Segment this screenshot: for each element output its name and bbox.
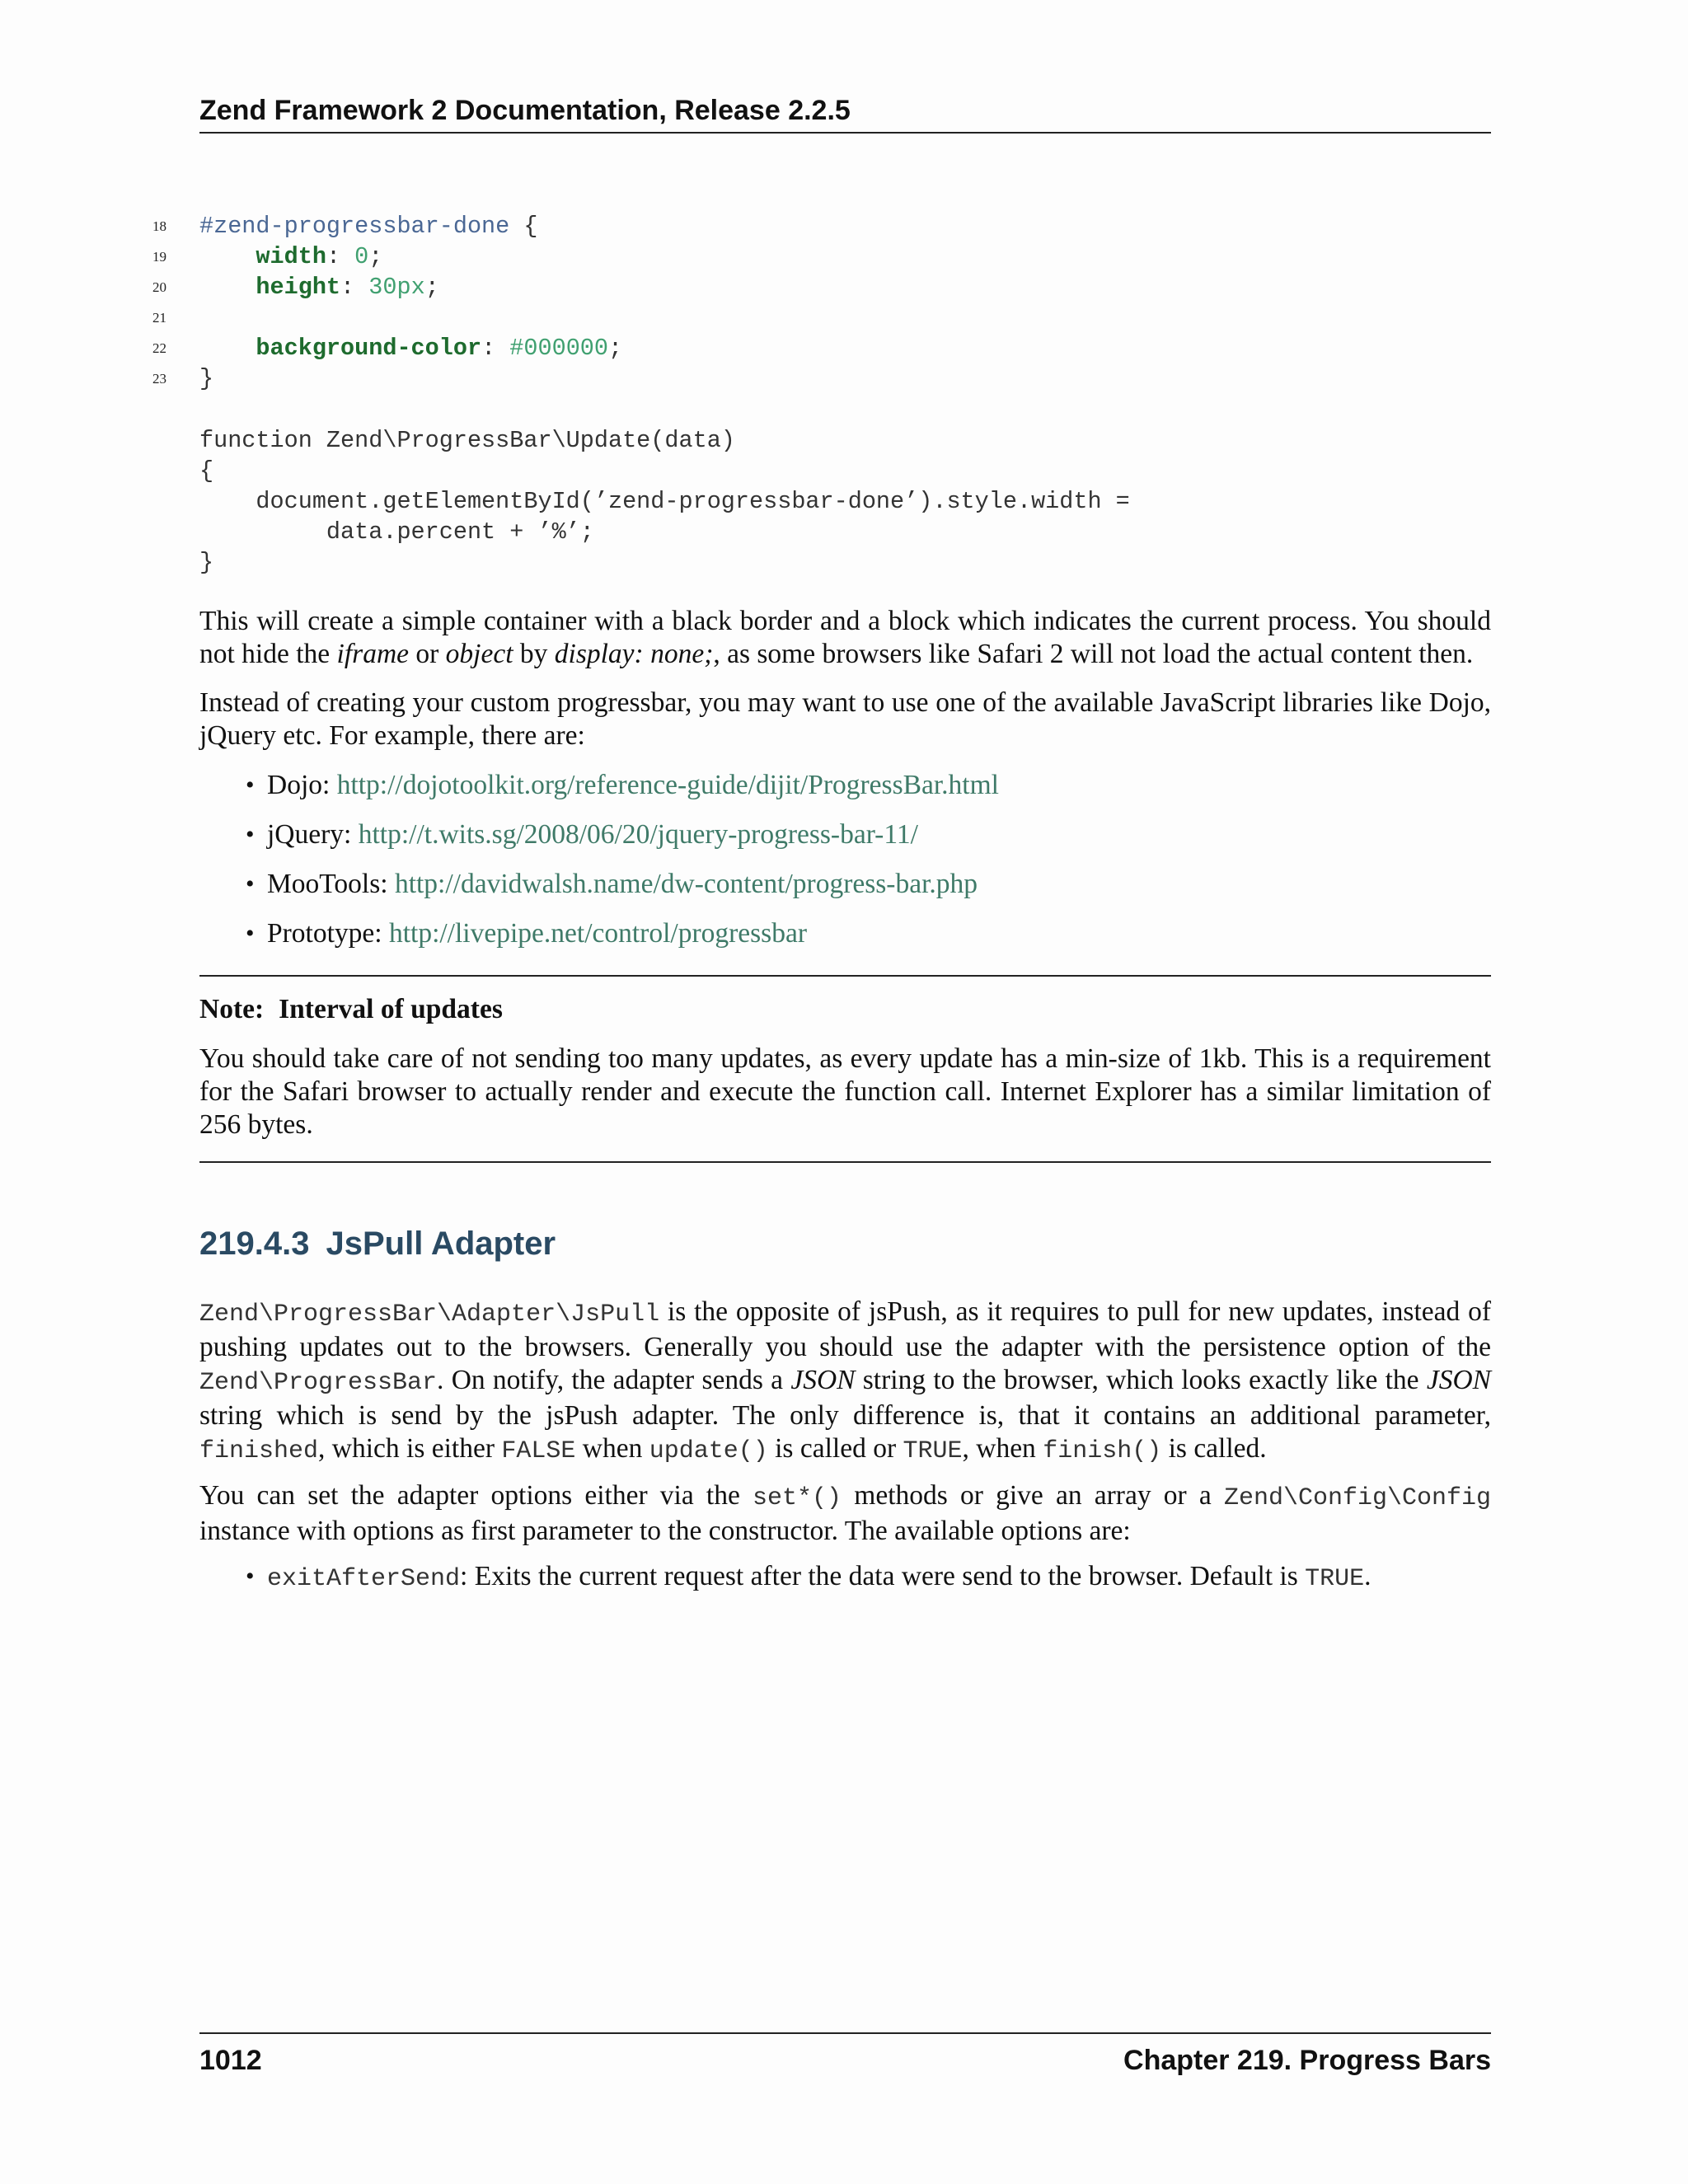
paragraph: Instead of creating your custom progressbar, you may want to use one of the available JavaScript libraries like Dojo, jQuery etc. For example, there are: (199, 687, 1491, 751)
code-line: document.getElementById(’zend-progressbar-done’).style.width = (199, 488, 1130, 515)
js-code-block (199, 425, 1485, 578)
note-body: You should take care of not sending too many updates, as every update has a min-size of 1kb. This is a requirement for the Safari browser to actually render and execute the function call. Internet Explorer has a similar limitation of 256 bytes. (199, 1043, 1491, 1140)
chapter-title: Chapter 219. Progress Bars (1123, 2045, 1491, 2076)
css-selector: #zend-progressbar-done (199, 213, 510, 240)
paragraph: Zend\ProgressBar\Adapter\JsPull is the opposite of jsPush, as it requires to pull for new updates, instead of pushing updates out to the browsers. Generally you should use the adapter with the persistence option of the Zend\ProgressBar. On notify, the adapter sends a JSON string to the browser, which looks exactly like the JSON string which is send by the jsPush adapter. The only difference is, that it contains an additional parameter, finished, which is either FALSE when update() is called or TRUE, when finish() is called. (199, 1296, 1491, 1465)
code-line: 23 } (0, 363, 1500, 394)
css-value: 0 (354, 243, 369, 270)
css-code-block (0, 211, 1500, 394)
code-line (0, 302, 1500, 333)
css-value: #000000 (509, 335, 609, 362)
css-value: 30px (368, 274, 425, 301)
jquery-link[interactable]: http://t.wits.sg/2008/06/20/jquery-progress-bar-11/ (358, 819, 918, 850)
section-heading: 219.4.3 JsPull Adapter (199, 1226, 556, 1262)
line-number: 23 (152, 371, 166, 387)
code-line: 19 width: 0; (0, 241, 1500, 272)
mootools-link[interactable]: http://davidwalsh.name/dw-content/progress-bar.php (394, 869, 978, 899)
code-line: 20 height: 30px; (0, 272, 1500, 302)
line-number: 22 (152, 340, 166, 356)
css-property: width (256, 243, 326, 270)
page-number: 1012 (199, 2045, 262, 2076)
paragraph: This will create a simple container with a black border and a block which indicates the current process. You should not hide the iframe or object by display: none;, as some browsers like Safari 2 will not load the actual content then. (199, 606, 1491, 669)
library-list (199, 769, 1491, 967)
code-line: data.percent + ’%’; (199, 518, 594, 546)
note-box (199, 975, 1491, 1163)
line-number: 19 (152, 249, 166, 265)
css-property: height (256, 274, 341, 301)
prototype-link[interactable]: http://livepipe.net/control/progressbar (388, 918, 807, 949)
list-item: • MooTools: http://davidwalsh.name/dw-content/progress-bar.php (246, 869, 978, 899)
code-line: { (199, 457, 214, 485)
running-footer (199, 2032, 1491, 2076)
paragraph: You can set the adapter options either via the set*() methods or give an array or a Zend\Config\Config instance with options as first parameter to the constructor. The available options are: (199, 1480, 1491, 1546)
running-header (199, 92, 1491, 134)
list-item: • jQuery: http://t.wits.sg/2008/06/20/jquery-progress-bar-11/ (246, 819, 918, 850)
options-list (199, 1560, 1491, 1610)
list-item: • Prototype: http://livepipe.net/control/progressbar (246, 918, 807, 949)
line-number: 20 (152, 279, 166, 295)
header-title: Zend Framework 2 Documentation, Release 2.2.5 (199, 95, 851, 126)
note-title: Note: Interval of updates (199, 994, 503, 1024)
list-item: • exitAfterSend: Exits the current request after the data were send to the browser. Default is TRUE. (246, 1561, 1372, 1593)
list-item: • Dojo: http://dojotoolkit.org/reference-guide/dijit/ProgressBar.html (246, 770, 999, 800)
code-line: function Zend\ProgressBar\Update(data) (199, 427, 735, 454)
code-line: 22 background-color: #000000; (0, 333, 1500, 363)
line-number: 21 (152, 310, 166, 326)
line-number: 18 (152, 218, 166, 234)
code-line: } (199, 549, 214, 576)
code-line: 18 #zend-progressbar-done { (0, 211, 1500, 241)
css-property: background-color (256, 335, 482, 362)
dojo-link[interactable]: http://dojotoolkit.org/reference-guide/dijit/ProgressBar.html (336, 770, 999, 800)
